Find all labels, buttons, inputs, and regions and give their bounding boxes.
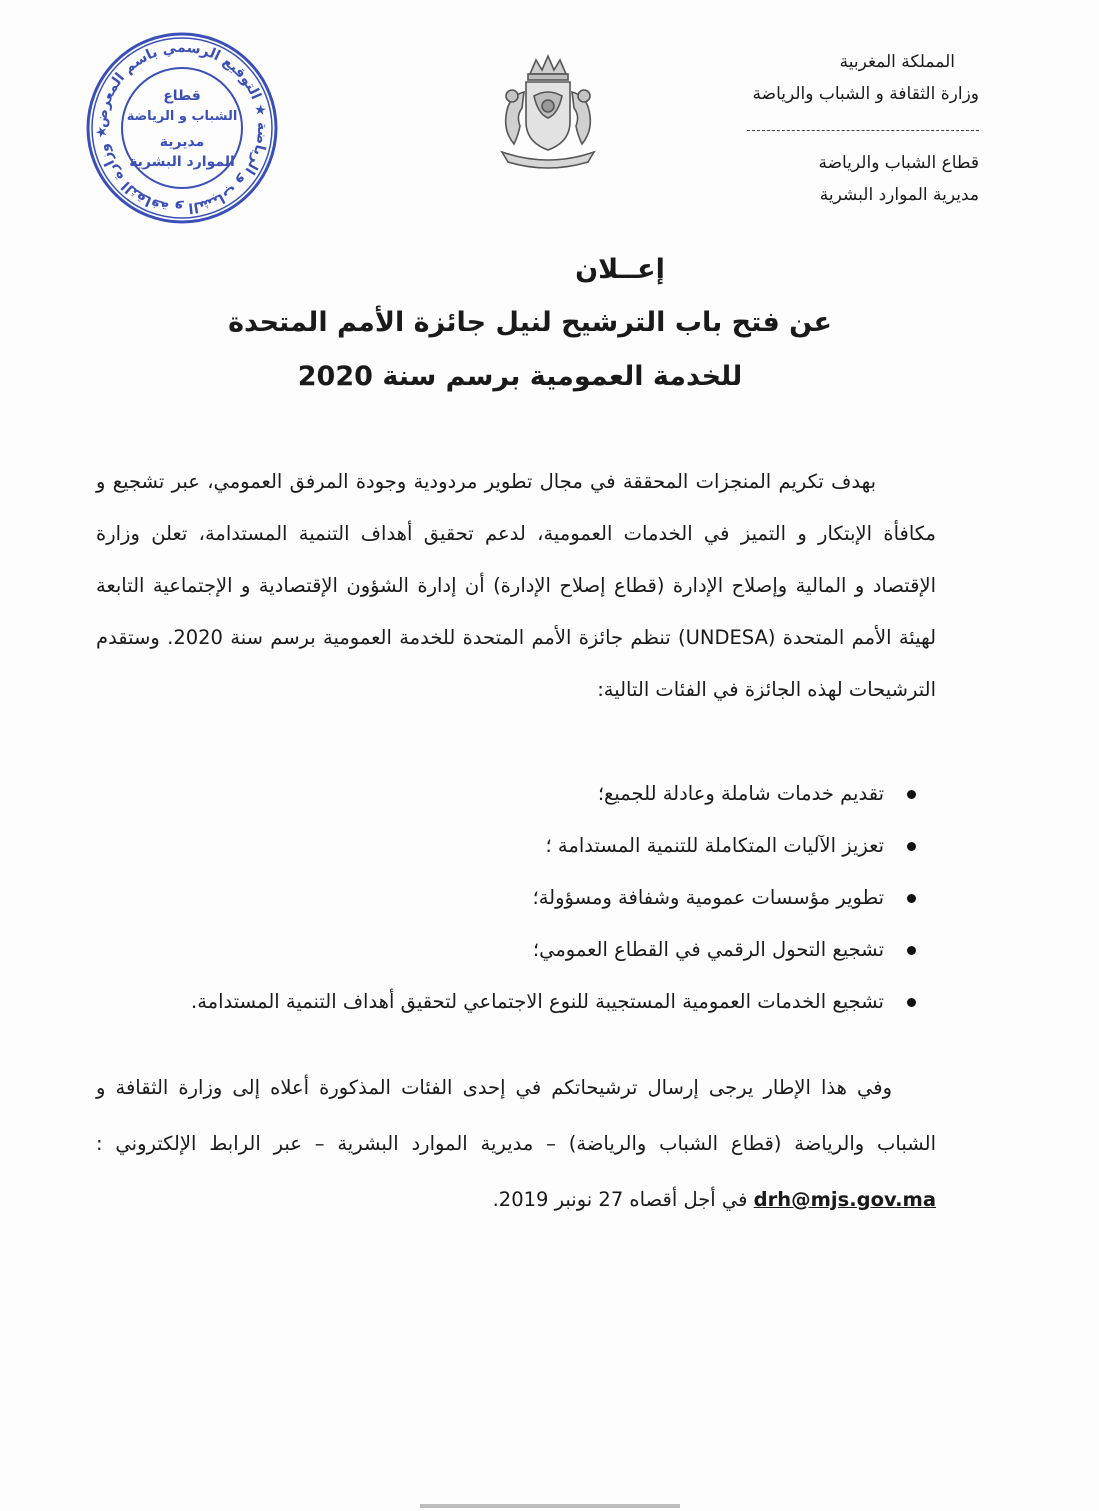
official-stamp [84,30,280,226]
list-item: تعزيز الآليات المتكاملة للتنمية المستدامة ؛ [150,822,924,870]
bullet-dot-icon [907,998,916,1007]
intro-text: بهدف تكريم المنجزات المحققة في مجال تطوير مردودية وجودة المرفق العمومي، عبر تشجيع و مكافأة الإبتكار و التميز في الخدمات العمومية، لدعم تحقيق أهداف التنمية المستدامة، تعلن وزارة الإقتصاد و المالية وإصلاح الإدارة (قطاع إصلاح الإدارة) أن إدارة الشؤون الإقتصادية و الإجتماعية التابعة لهيئة الأمم المتحدة (UNDESA) تنظم جائزة الأمم المتحدة للخدمة العمومية برسم سنة 2020. وستقدم الترشيحات لهذه الجائزة في الفئات التالية: [96,470,937,701]
ministry-name: وزارة الثقافة و الشباب والرياضة [752,84,979,104]
categories-list [150,770,924,1030]
intro-paragraph [96,456,936,716]
stamp-center-line2: الشباب و الرياضة [126,109,238,124]
list-item: تشجيع التحول الرقمي في القطاع العمومي؛ [150,926,924,974]
title-line3: للخدمة العمومية برسم سنة 2020 [297,361,743,392]
svg-text:وزارة الثقافة و الشباب و الريا [94,40,271,216]
closing-text: وفي هذا الإطار يرجى إرسال ترشيحاتكم في إحدى الفئات المذكورة أعلاه إلى وزارة الثقافة و الشباب والرياضة (قطاع الشباب والرياضة) – مديرية الموارد البشرية – عبر الرابط الإلكتروني : drh@mjs.gov.ma في أجل أقصاه 27 نونبر 2019. [96,1076,936,1211]
stamp-center-line4: الموارد البشرية [129,154,235,170]
list-item: تطوير مؤسسات عمومية وشفافة ومسؤولة؛ [150,874,924,922]
bullet-dot-icon [907,946,916,955]
direction-name: مديرية الموارد البشرية [819,185,979,205]
header-divider [747,130,979,131]
stamp-ring-text: وزارة الثقافة و الشباب و الرياضة ★ التوقيع الرسمي باسم المعرض ★ [93,39,271,217]
bullet-dot-icon [907,842,916,851]
scan-edge-mark [420,1504,680,1508]
stamp-center-line3: مديرية [159,134,205,150]
royal-coat-of-arms-icon [488,52,608,170]
email-link[interactable]: drh@mjs.gov.ma [753,1188,936,1211]
sector-name: قطاع الشباب والرياضة [818,153,979,173]
stamp-center-line1: قطاع [163,88,201,104]
title-line1: إعــلان [575,254,665,285]
letterhead [679,46,979,211]
title-line2: عن فتح باب الترشيح لنيل جائزة الأمم المتحدة [228,307,832,338]
announcement-title [120,244,980,404]
kingdom-name: المملكة المغربية [839,52,955,72]
closing-paragraph [96,1060,936,1228]
bullet-dot-icon [907,894,916,903]
list-item: تقديم خدمات شاملة وعادلة للجميع؛ [150,770,924,818]
list-item: تشجيع الخدمات العمومية المستجيبة للنوع الاجتماعي لتحقيق أهداف التنمية المستدامة. [150,978,924,1026]
stamp-seal-icon [84,30,280,226]
bullet-dot-icon [907,790,916,799]
